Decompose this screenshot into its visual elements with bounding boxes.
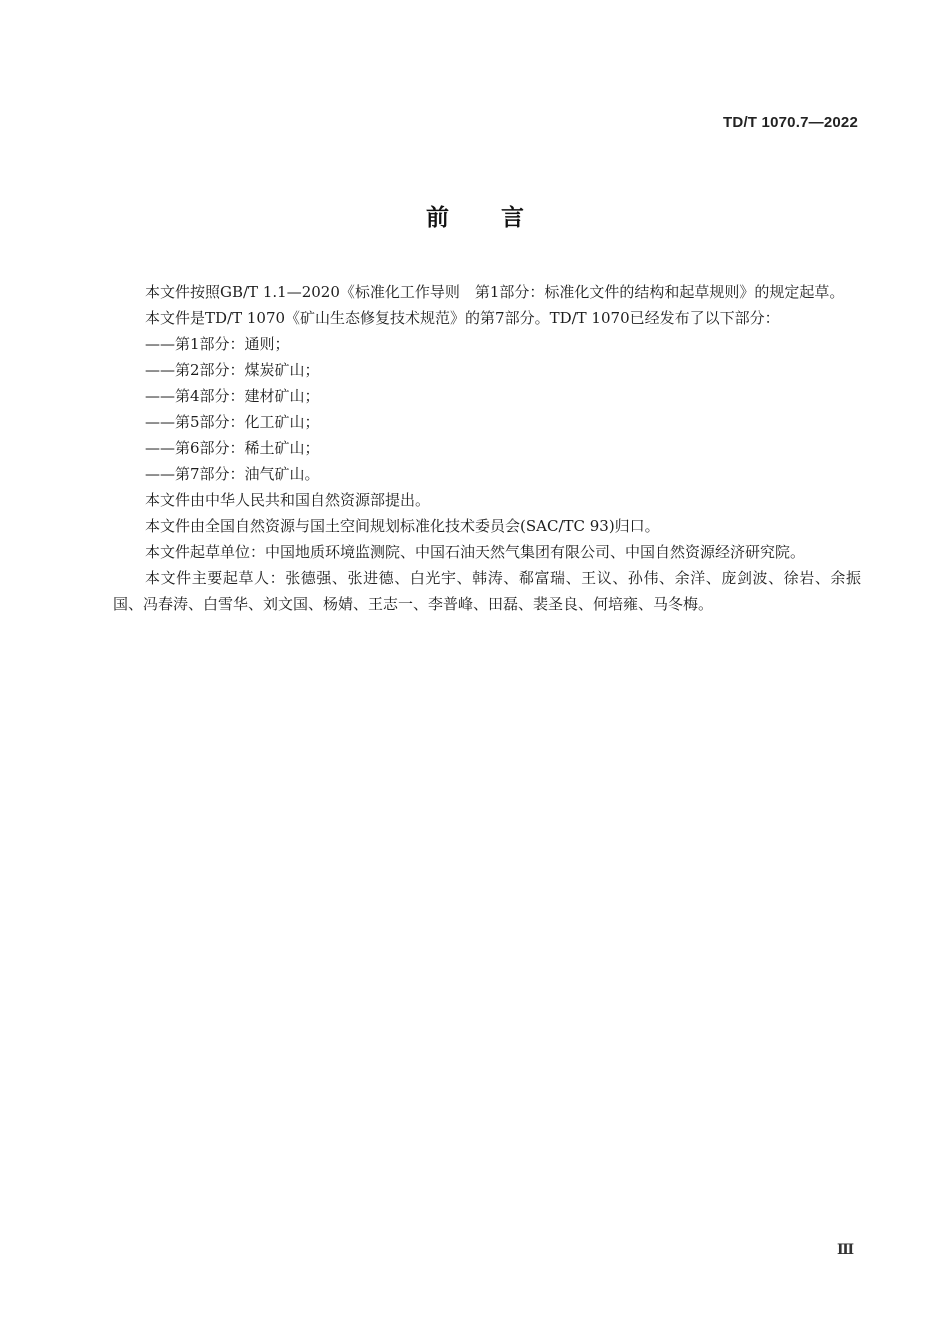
- list-item: ——第6部分：稀土矿山；: [145, 439, 320, 457]
- standard-code: TD/T 1070.7—2022: [723, 114, 858, 131]
- list-item: ——第1部分：通则；: [145, 335, 290, 353]
- paragraph-proposed-by: 本文件由中华人民共和国自然资源部提出。: [145, 491, 431, 509]
- page-title: 前言: [426, 205, 576, 231]
- paragraph-drafting-rules: 本文件按照GB/T 1.1—2020《标准化工作导则 第1部分：标准化文件的结构和起草规则》的规定起草。: [145, 283, 845, 301]
- list-item: ——第7部分：油气矿山。: [145, 465, 320, 483]
- list-item: ——第4部分：建材矿山；: [145, 387, 320, 405]
- list-item: ——第2部分：煤炭矿山；: [145, 361, 320, 379]
- list-item: ——第5部分：化工矿山；: [145, 413, 320, 431]
- page-number: Ⅲ: [836, 1242, 854, 1258]
- paragraph-administered-by: 本文件由全国自然资源与国土空间规划标准化技术委员会(SAC/TC 93)归口。: [145, 517, 660, 535]
- paragraph-drafting-organizations: 本文件起草单位：中国地质环境监测院、中国石油天然气集团有限公司、中国自然资源经济研究院。: [145, 543, 806, 561]
- paragraph-drafters: 本文件主要起草人：张德强、张进德、白光宇、韩涛、郗富瑞、王议、孙伟、余洋、庞剑波、徐岩、余振国、冯春涛、白雪华、刘文国、杨婧、王志一、李普峰、田磊、裴圣良、何培雍、马冬梅。: [113, 569, 861, 613]
- paragraph-part-of-series: 本文件是TD/T 1070《矿山生态修复技术规范》的第7部分。TD/T 1070已经发布了以下部分：: [145, 309, 780, 327]
- document-body: [113, 279, 861, 617]
